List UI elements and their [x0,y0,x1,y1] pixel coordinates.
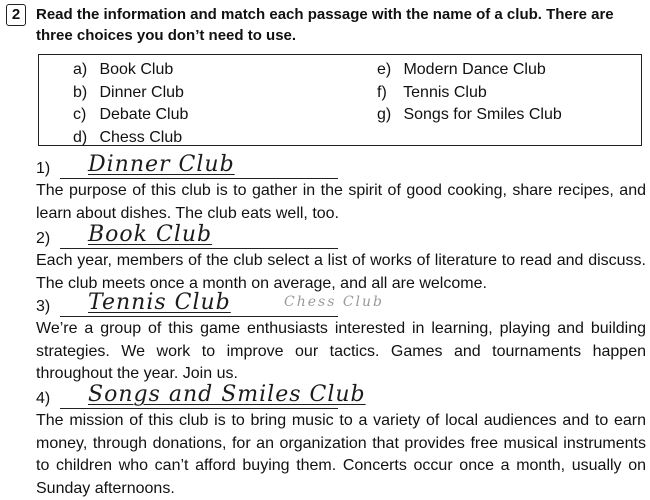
option-name: Tennis Club [403,83,487,101]
item-number: 1) [36,160,51,177]
option-letter: g) [377,106,392,123]
option-name: Debate Club [99,106,189,123]
options-column-right [377,59,562,127]
answer-blank[interactable] [60,248,338,249]
passage-text: We’re a group of this game enthusiasts interested in learning, playing and building strategies. We work to improve our tactics. Games and tournaments happen throughout the year. Join us. [36,320,646,382]
handwritten-answer: Book Club [88,222,213,247]
option-name: Songs for Smiles Club [403,106,562,123]
handwritten-answer: Dinner Club [88,152,235,177]
answer-line [36,382,646,410]
option-name: Modern Dance Club [403,61,546,78]
option-name: Dinner Club [99,83,184,101]
passage-text: The mission of this club is to bring music to a variety of local audiences and to earn money, through donations, for an organization that provides free musical instruments to children who can’t afford buying them. Concerts occur once a month, usually on Sunday afternoons. [36,412,646,497]
answer-blank[interactable] [60,178,338,179]
passage-text: Each year, members of the club select a list of works of literature to read and discuss. The club meets once a month on average, and all are welcome. [36,252,646,292]
option-c [73,104,188,127]
item-number: 3) [36,298,51,315]
option-name: Book Club [99,61,174,78]
club-options-box [38,54,642,146]
match-item-4 [36,382,646,500]
match-item-3 [36,290,646,386]
options-column-left [73,59,188,149]
option-name: Chess Club [99,128,183,146]
option-letter: e) [377,61,392,78]
task-number-badge: 2 [6,4,26,26]
answer-line [36,290,646,318]
answer-line [36,152,646,180]
option-d [73,127,188,150]
passage-text: The purpose of this club is to gather in the spirit of good cooking, share recipes, and learn about dishes. The club eats well, too. [36,182,646,222]
task-instruction: Read the information and match each passage with the name of a club. There are three choices you don’t need to use. [36,6,614,44]
option-b [73,82,188,105]
handwritten-answer: Songs and Smiles Club [88,382,366,407]
option-letter: d) [73,128,88,146]
handwritten-answer: Tennis Club [88,290,231,315]
faint-erased-answer: Chess Club [284,294,385,310]
match-item-1 [36,152,646,225]
answer-line [36,222,646,250]
option-e [377,59,562,82]
option-g [377,104,562,127]
item-number: 4) [36,390,51,407]
option-letter: f) [377,83,387,101]
answer-blank[interactable] [60,316,338,317]
option-letter: c) [73,106,87,123]
option-a [73,59,188,82]
match-item-2 [36,222,646,295]
item-number: 2) [36,230,51,247]
answer-blank[interactable] [60,408,338,409]
option-f [377,82,562,105]
option-letter: b) [73,83,88,101]
option-letter: a) [73,61,88,78]
